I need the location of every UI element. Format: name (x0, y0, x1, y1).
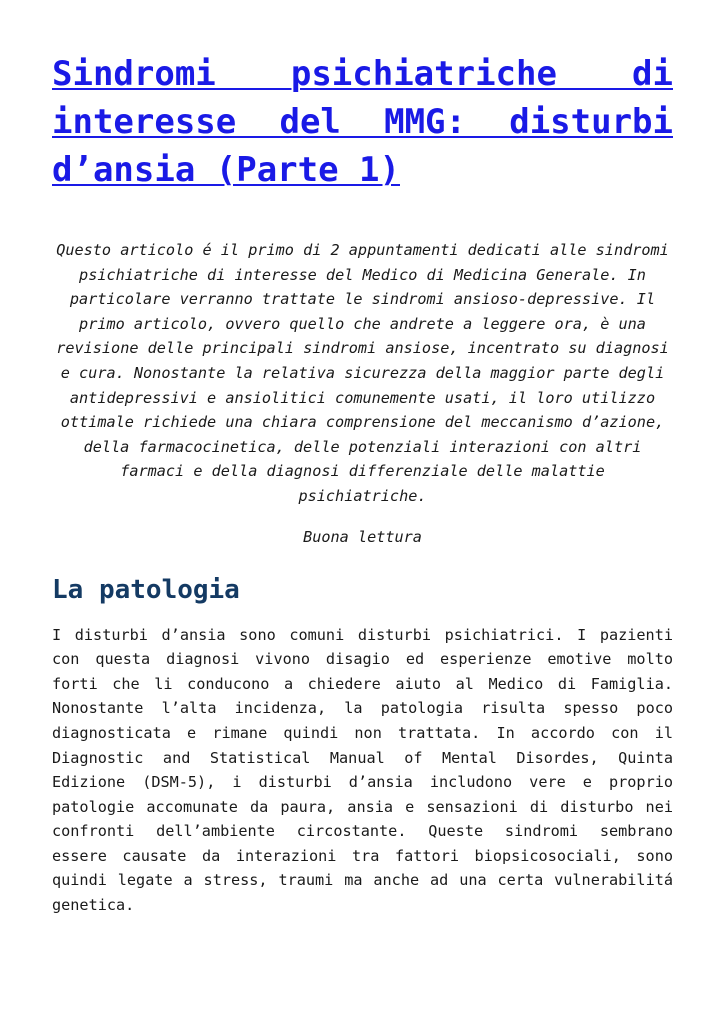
article-intro: Questo articolo é il primo di 2 appuntamenti dedicati alle sindromi psichiatriche di interesse del Medico di Medicina Generale. In particolare verranno trattate le sindromi ansioso-depressive. Il primo articolo, ovvero quello che andrete a leggere ora, è una revisione delle principali sindromi ansiose, incentrato su diagnosi e cura. Nonostante la relativa sicurezza della maggior parte degli antidepressivi e ansiolitici comunemente usati, il loro utilizzo ottimale richiede una chiara comprensione del meccanismo d’azione, della farmacocinetica, delle potenziali interazioni con altri farmaci e della diagnosi differenziale delle malattie psichiatriche. (56, 241, 669, 505)
section-paragraph: I disturbi d’ansia sono comuni disturbi psichiatrici. I pazienti con questa diagnosi vivono disagio ed esperienze emotive molto forti che li conducono a chiedere aiuto al Medico di Famiglia. Nonostante l’alta incidenza, la patologia risulta spesso poco diagnosticata e rimane quindi non trattata. In accordo con il Diagnostic and Statistical Manual of Mental Disordes, Quinta Edizione (DSM-5), i disturbi d’ansia includono vere e proprio patologie accomunate da paura, ansia e sensazioni di disturbo nei confronti dell’ambiente circostante. Queste sindromi sembrano essere causate da interazioni tra fattori biopsicosociali, sono quindi legate a stress, traumi ma anche ad una certa vulnerabilitá genetica. (52, 625, 673, 915)
article-title (52, 50, 673, 194)
article-signoff: Buona lettura (303, 527, 422, 546)
article-title-link[interactable]: Sindromi psichiatriche di interesse del MMG: disturbi d’ansia (Parte 1) (52, 54, 673, 190)
section-heading: La patologia (52, 574, 240, 605)
article (52, 50, 673, 918)
